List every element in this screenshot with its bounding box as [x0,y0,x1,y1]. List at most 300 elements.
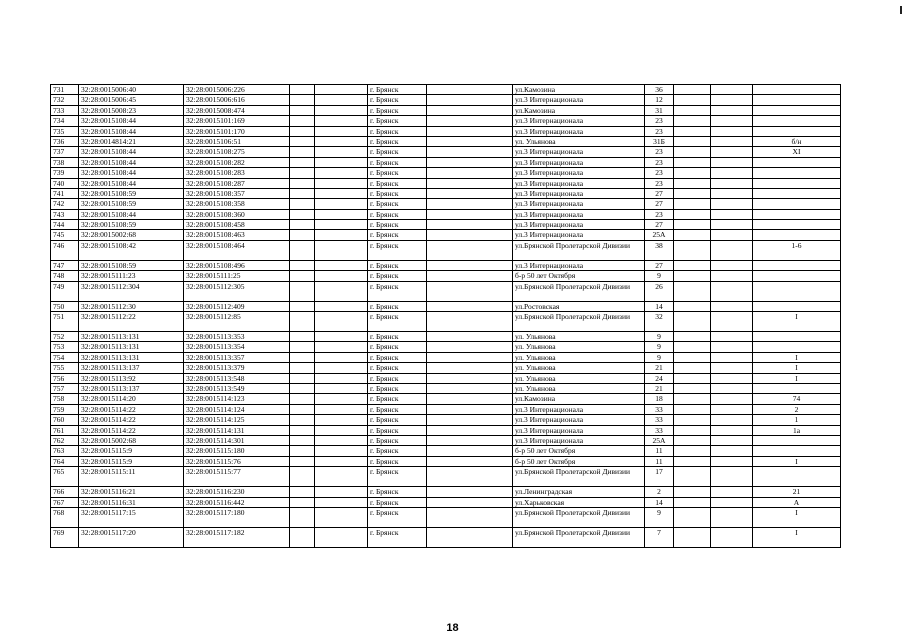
house-number-cell: 17 [645,467,674,487]
object-cadastral-number-cell: 32:28:0015008:474 [184,105,290,115]
empty-cell [290,240,315,260]
object-cadastral-number-cell: 32:28:0015108:463 [184,230,290,240]
table-row [51,157,841,167]
empty-cell [711,383,753,393]
row-number-cell: 743 [51,209,79,219]
apartment-cell [753,435,841,445]
empty-cell [674,383,711,393]
street-cell: ул. Ульянова [513,363,645,373]
table-row [51,260,841,270]
city-cell: г. Брянск [368,435,427,445]
object-cadastral-number-cell: 32:28:0015112:305 [184,281,290,301]
empty-cell [427,105,513,115]
city-cell: г. Брянск [368,487,427,497]
row-number-cell: 736 [51,136,79,146]
house-number-cell: 9 [645,507,674,527]
table-row [51,342,841,352]
empty-cell [711,85,753,95]
row-number-cell: 764 [51,456,79,466]
land-cadastral-number-cell: 32:28:0015111:23 [79,271,184,281]
empty-cell [674,199,711,209]
house-number-cell: 9 [645,271,674,281]
empty-cell [290,85,315,95]
table-row [51,147,841,157]
house-number-cell: 23 [645,157,674,167]
empty-cell [290,188,315,198]
row-number-cell: 754 [51,352,79,362]
apartment-cell: А [753,497,841,507]
house-number-cell: 36 [645,85,674,95]
house-number-cell: 11 [645,446,674,456]
street-cell: б-р 50 лет Октября [513,446,645,456]
empty-cell [290,363,315,373]
empty-cell [315,188,368,198]
city-cell: г. Брянск [368,363,427,373]
land-cadastral-number-cell: 32:28:0015108:44 [79,168,184,178]
empty-cell [315,116,368,126]
land-cadastral-number-cell: 32:28:0015108:44 [79,178,184,188]
apartment-cell [753,105,841,115]
apartment-cell [753,126,841,136]
apartment-cell [753,209,841,219]
table-row [51,136,841,146]
object-cadastral-number-cell: 32:28:0015108:275 [184,147,290,157]
land-cadastral-number-cell: 32:28:0015117:15 [79,507,184,527]
empty-cell [290,116,315,126]
empty-cell [427,168,513,178]
land-cadastral-number-cell: 32:28:0015114:22 [79,425,184,435]
row-number-cell: 738 [51,157,79,167]
city-cell: г. Брянск [368,105,427,115]
empty-cell [674,404,711,414]
empty-cell [711,116,753,126]
table-row [51,332,841,342]
empty-cell [711,105,753,115]
empty-cell [674,240,711,260]
empty-cell [427,240,513,260]
land-cadastral-number-cell: 32:28:0015113:92 [79,373,184,383]
edge-mark [900,6,902,14]
table-row [51,487,841,497]
land-cadastral-number-cell: 32:28:0015108:59 [79,188,184,198]
land-cadastral-number-cell: 32:28:0015112:304 [79,281,184,301]
empty-cell [674,301,711,311]
empty-cell [427,332,513,342]
empty-cell [290,136,315,146]
empty-cell [674,415,711,425]
empty-cell [711,373,753,383]
object-cadastral-number-cell: 32:28:0015006:226 [184,85,290,95]
object-cadastral-number-cell: 32:28:0015108:357 [184,188,290,198]
row-number-cell: 756 [51,373,79,383]
empty-cell [315,105,368,115]
apartment-cell: 1 [753,415,841,425]
city-cell: г. Брянск [368,240,427,260]
object-cadastral-number-cell: 32:28:0015112:409 [184,301,290,311]
house-number-cell: 2 [645,487,674,497]
empty-cell [711,446,753,456]
apartment-cell [753,230,841,240]
empty-cell [290,415,315,425]
city-cell: г. Брянск [368,342,427,352]
city-cell: г. Брянск [368,95,427,105]
land-cadastral-number-cell: 32:28:0015108:44 [79,157,184,167]
land-cadastral-number-cell: 32:28:0015116:21 [79,487,184,497]
empty-cell [427,85,513,95]
object-cadastral-number-cell: 32:28:0015101:170 [184,126,290,136]
house-number-cell: 23 [645,126,674,136]
empty-cell [711,188,753,198]
empty-cell [674,157,711,167]
empty-cell [315,230,368,240]
object-cadastral-number-cell: 32:28:0015116:442 [184,497,290,507]
table-row [51,435,841,445]
apartment-cell [753,220,841,230]
apartment-cell: I [753,312,841,332]
empty-cell [674,363,711,373]
empty-cell [674,168,711,178]
apartment-cell: 2 [753,404,841,414]
street-cell: ул.Ростовская [513,301,645,311]
apartment-cell: I [753,507,841,527]
empty-cell [427,342,513,352]
city-cell: г. Брянск [368,188,427,198]
table-row [51,456,841,466]
empty-cell [674,373,711,383]
empty-cell [674,487,711,497]
empty-cell [315,507,368,527]
object-cadastral-number-cell: 32:28:0015106:51 [184,136,290,146]
apartment-cell: I [753,527,841,547]
empty-cell [290,435,315,445]
empty-cell [315,446,368,456]
land-cadastral-number-cell: 32:28:0015008:23 [79,105,184,115]
row-number-cell: 734 [51,116,79,126]
empty-cell [427,497,513,507]
street-cell: ул. Ульянова [513,136,645,146]
empty-cell [711,220,753,230]
empty-cell [290,394,315,404]
apartment-cell [753,332,841,342]
land-cadastral-number-cell: 32:28:0015108:44 [79,209,184,219]
table-row [51,425,841,435]
row-number-cell: 765 [51,467,79,487]
street-cell: ул. Ульянова [513,383,645,393]
house-number-cell: 27 [645,260,674,270]
empty-cell [427,415,513,425]
street-cell: ул.3 Интернационала [513,425,645,435]
street-cell: ул.3 Интернационала [513,126,645,136]
apartment-cell: 1-6 [753,240,841,260]
object-cadastral-number-cell: 32:28:0015113:357 [184,352,290,362]
empty-cell [427,157,513,167]
table-row [51,415,841,425]
object-cadastral-number-cell: 32:28:0015101:169 [184,116,290,126]
empty-cell [315,220,368,230]
object-cadastral-number-cell: 32:28:0015114:301 [184,435,290,445]
empty-cell [674,456,711,466]
street-cell: ул.3 Интернационала [513,209,645,219]
empty-cell [290,332,315,342]
house-number-cell: 14 [645,497,674,507]
land-cadastral-number-cell: 32:28:0015002:68 [79,230,184,240]
object-cadastral-number-cell: 32:28:0015115:180 [184,446,290,456]
city-cell: г. Брянск [368,199,427,209]
object-cadastral-number-cell: 32:28:0015113:354 [184,342,290,352]
empty-cell [674,527,711,547]
row-number-cell: 745 [51,230,79,240]
row-number-cell: 739 [51,168,79,178]
empty-cell [427,527,513,547]
table-row [51,352,841,362]
empty-cell [427,363,513,373]
empty-cell [290,527,315,547]
empty-cell [315,425,368,435]
empty-cell [427,147,513,157]
street-cell: ул.Брянской Пролетарской Дивизии [513,281,645,301]
land-cadastral-number-cell: 32:28:0015113:131 [79,332,184,342]
street-cell: ул.Брянской Пролетарской Дивизии [513,312,645,332]
empty-cell [315,383,368,393]
table-row [51,188,841,198]
row-number-cell: 748 [51,271,79,281]
empty-cell [674,312,711,332]
land-cadastral-number-cell: 32:28:0015112:22 [79,312,184,332]
empty-cell [711,95,753,105]
apartment-cell [753,116,841,126]
empty-cell [674,85,711,95]
registry-table-body [51,85,841,548]
empty-cell [711,271,753,281]
land-cadastral-number-cell: 32:28:0015006:40 [79,85,184,95]
empty-cell [711,230,753,240]
object-cadastral-number-cell: 32:28:0015108:360 [184,209,290,219]
land-cadastral-number-cell: 32:28:0015115:9 [79,456,184,466]
street-cell: ул.3 Интернационала [513,404,645,414]
city-cell: г. Брянск [368,352,427,362]
empty-cell [674,95,711,105]
empty-cell [711,404,753,414]
land-cadastral-number-cell: 32:28:0015108:42 [79,240,184,260]
empty-cell [674,178,711,188]
land-cadastral-number-cell: 32:28:0015114:20 [79,394,184,404]
empty-cell [427,404,513,414]
empty-cell [711,352,753,362]
land-cadastral-number-cell: 32:28:0015108:59 [79,220,184,230]
object-cadastral-number-cell: 32:28:0015117:182 [184,527,290,547]
house-number-cell: 23 [645,116,674,126]
empty-cell [315,271,368,281]
empty-cell [290,260,315,270]
street-cell: ул.Камозина [513,85,645,95]
empty-cell [674,230,711,240]
empty-cell [427,446,513,456]
land-cadastral-number-cell: 32:28:0015108:44 [79,126,184,136]
empty-cell [290,312,315,332]
empty-cell [290,352,315,362]
row-number-cell: 749 [51,281,79,301]
empty-cell [674,136,711,146]
apartment-cell [753,85,841,95]
empty-cell [711,507,753,527]
object-cadastral-number-cell: 32:28:0015113:379 [184,363,290,373]
row-number-cell: 731 [51,85,79,95]
land-cadastral-number-cell: 32:28:0015002:68 [79,435,184,445]
house-number-cell: 25А [645,230,674,240]
house-number-cell: 23 [645,209,674,219]
table-row [51,527,841,547]
apartment-cell [753,446,841,456]
empty-cell [427,435,513,445]
empty-cell [674,497,711,507]
land-cadastral-number-cell: 32:28:0015117:20 [79,527,184,547]
apartment-cell [753,260,841,270]
city-cell: г. Брянск [368,271,427,281]
house-number-cell: 27 [645,188,674,198]
house-number-cell: 26 [645,281,674,301]
empty-cell [711,332,753,342]
empty-cell [674,446,711,456]
street-cell: ул.Брянской Пролетарской Дивизии [513,467,645,487]
row-number-cell: 768 [51,507,79,527]
empty-cell [711,209,753,219]
house-number-cell: 21 [645,383,674,393]
object-cadastral-number-cell: 32:28:0015115:76 [184,456,290,466]
land-cadastral-number-cell: 32:28:0015115:9 [79,446,184,456]
empty-cell [315,435,368,445]
empty-cell [290,342,315,352]
apartment-cell [753,271,841,281]
empty-cell [427,230,513,240]
registry-table [50,84,841,548]
empty-cell [315,352,368,362]
house-number-cell: 33 [645,425,674,435]
apartment-cell [753,168,841,178]
city-cell: г. Брянск [368,230,427,240]
house-number-cell: 23 [645,168,674,178]
empty-cell [290,271,315,281]
empty-cell [674,435,711,445]
empty-cell [427,487,513,497]
row-number-cell: 769 [51,527,79,547]
empty-cell [290,220,315,230]
row-number-cell: 757 [51,383,79,393]
table-row [51,209,841,219]
empty-cell [290,230,315,240]
row-number-cell: 733 [51,105,79,115]
empty-cell [290,95,315,105]
empty-cell [427,95,513,105]
city-cell: г. Брянск [368,467,427,487]
empty-cell [674,281,711,301]
empty-cell [290,404,315,414]
object-cadastral-number-cell: 32:28:0015111:25 [184,271,290,281]
street-cell: ул.3 Интернационала [513,178,645,188]
empty-cell [711,240,753,260]
house-number-cell: 33 [645,404,674,414]
empty-cell [290,446,315,456]
apartment-cell: XI [753,147,841,157]
empty-cell [711,126,753,136]
object-cadastral-number-cell: 32:28:0015112:85 [184,312,290,332]
empty-cell [290,147,315,157]
land-cadastral-number-cell: 32:28:0015116:31 [79,497,184,507]
house-number-cell: 27 [645,220,674,230]
house-number-cell: 31Б [645,136,674,146]
street-cell: ул.3 Интернационала [513,95,645,105]
empty-cell [315,301,368,311]
land-cadastral-number-cell: 32:28:0015108:44 [79,116,184,126]
object-cadastral-number-cell: 32:28:0015117:180 [184,507,290,527]
empty-cell [290,487,315,497]
empty-cell [427,209,513,219]
table-row [51,394,841,404]
street-cell: ул.Камозина [513,105,645,115]
house-number-cell: 24 [645,373,674,383]
city-cell: г. Брянск [368,157,427,167]
row-number-cell: 741 [51,188,79,198]
table-row [51,373,841,383]
row-number-cell: 766 [51,487,79,497]
row-number-cell: 760 [51,415,79,425]
empty-cell [674,342,711,352]
empty-cell [674,188,711,198]
empty-cell [427,199,513,209]
house-number-cell: 11 [645,456,674,466]
empty-cell [674,126,711,136]
house-number-cell: 18 [645,394,674,404]
empty-cell [427,116,513,126]
apartment-cell [753,301,841,311]
apartment-cell [753,467,841,487]
house-number-cell: 23 [645,147,674,157]
empty-cell [290,383,315,393]
row-number-cell: 758 [51,394,79,404]
empty-cell [290,209,315,219]
empty-cell [290,281,315,301]
city-cell: г. Брянск [368,116,427,126]
land-cadastral-number-cell: 32:28:0015114:22 [79,415,184,425]
land-cadastral-number-cell: 32:28:0015108:59 [79,199,184,209]
row-number-cell: 746 [51,240,79,260]
empty-cell [315,467,368,487]
empty-cell [711,260,753,270]
empty-cell [711,467,753,487]
apartment-cell: I [753,456,841,466]
table-row [51,404,841,414]
table-row [51,383,841,393]
empty-cell [427,220,513,230]
empty-cell [315,199,368,209]
city-cell: г. Брянск [368,281,427,301]
street-cell: ул. Ульянова [513,352,645,362]
empty-cell [711,342,753,352]
empty-cell [427,394,513,404]
row-number-cell: 762 [51,435,79,445]
house-number-cell: 33 [645,415,674,425]
table-row [51,363,841,373]
empty-cell [315,157,368,167]
empty-cell [315,126,368,136]
object-cadastral-number-cell: 32:28:0015108:283 [184,168,290,178]
empty-cell [674,271,711,281]
table-row [51,312,841,332]
empty-cell [427,301,513,311]
city-cell: г. Брянск [368,373,427,383]
apartment-cell: 74 [753,394,841,404]
row-number-cell: 742 [51,199,79,209]
house-number-cell: 38 [645,240,674,260]
